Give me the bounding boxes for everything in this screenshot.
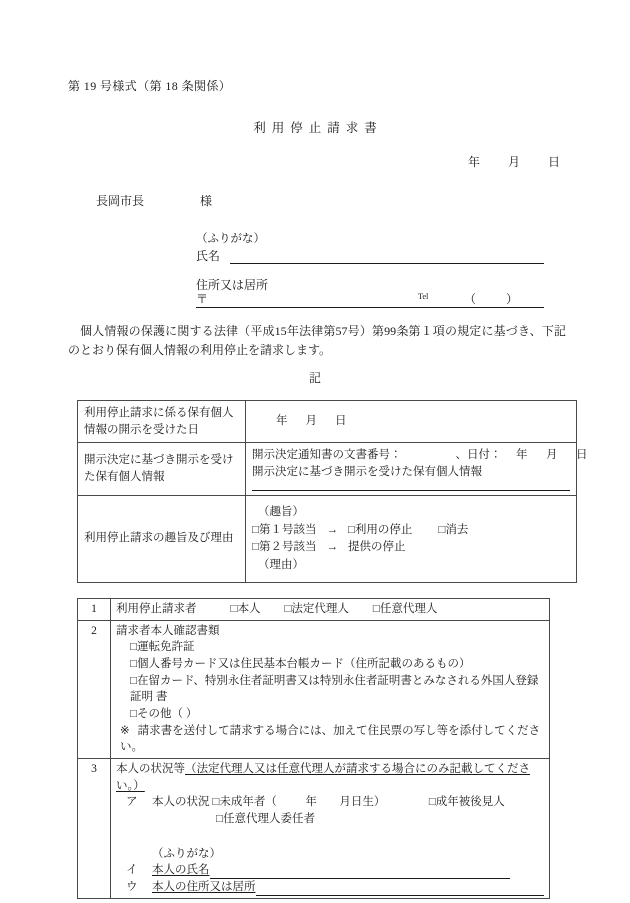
- notice-year-label: 年: [516, 449, 528, 462]
- item3-sub-i[interactable]: [116, 862, 544, 879]
- minor-year-label: 年: [305, 796, 317, 809]
- table-row: [78, 401, 577, 443]
- ki-mark: 記: [308, 371, 321, 385]
- item3-title: 本人の状況等: [116, 763, 185, 776]
- date-month-label: 月: [507, 155, 520, 169]
- item3-sub-a[interactable]: [116, 794, 544, 811]
- checkbox-legal-proxy[interactable]: □法定代理人: [284, 603, 349, 615]
- postal-code-symbol: 〒: [196, 292, 209, 306]
- arrow-icon: →: [326, 523, 338, 536]
- disclosed-info-value[interactable]: [246, 443, 588, 495]
- table-row: [78, 495, 577, 582]
- furigana-text: （ふりがな）: [152, 847, 221, 860]
- table-row: [78, 599, 550, 621]
- applicant-address-row[interactable]: [196, 291, 544, 308]
- item1-number: 1: [78, 599, 111, 621]
- item3-furigana-label: [116, 846, 544, 863]
- minor-day-label: 日生）: [350, 796, 386, 809]
- sub-u-label: 本人の住所又は居所: [152, 881, 256, 894]
- disclosed-info-write-rule[interactable]: [252, 489, 570, 491]
- sub-a-index: ア: [126, 796, 138, 809]
- minor-status-line[interactable]: [212, 796, 504, 808]
- table-row: [78, 759, 550, 899]
- disclosed-info-key: 開示決定に基づき開示を受けた保有個人情報: [78, 443, 246, 495]
- addressee-honorific: 様: [200, 194, 213, 208]
- checkbox-mynumber-card[interactable]: □個人番号カード又は住民基本台帳カード（住所記載のあるもの）: [130, 658, 471, 671]
- sub-u-input[interactable]: [256, 883, 545, 896]
- addressee-name: 長岡市長: [96, 194, 145, 208]
- tel-paren-close: ）: [506, 292, 519, 306]
- date-year-label: 年: [467, 155, 480, 169]
- item3-title-line: [116, 761, 544, 794]
- disclosure-date-key: 利用停止請求に係る保有個人情報の開示を受けた日: [78, 401, 246, 443]
- reason-heading: （理由）: [258, 558, 304, 571]
- notice-number-label: 開示決定通知書の文書番号：: [252, 449, 402, 462]
- item2-title: 請求者本人確認書類: [116, 624, 220, 637]
- tel-label: Tel: [418, 291, 429, 301]
- item3-spacer: [116, 828, 544, 846]
- sub-i-input[interactable]: [210, 866, 510, 879]
- checkbox-suspend-use[interactable]: □利用の停止: [347, 523, 413, 536]
- item3-sub-u[interactable]: [116, 879, 544, 896]
- form-number: 第 19 号様式（第 18 条関係）: [68, 79, 232, 93]
- checkbox-residence-card[interactable]: □在留カード、特別永住者証明書又は特別永住者証明書とみなされる外国人登録証明 書: [130, 674, 539, 704]
- applicant-address-label: 住所又は居所: [196, 278, 269, 292]
- disclosure-month-label: 月: [305, 415, 317, 428]
- suspend-provision-label: 提供の停止: [347, 541, 406, 554]
- purpose-reason-value[interactable]: [246, 495, 577, 582]
- purpose-reason-key: 利用停止請求の趣旨及び理由: [78, 495, 246, 582]
- arrow-icon: →: [326, 541, 338, 554]
- requester-table: [77, 598, 550, 899]
- item3-number: 3: [78, 759, 111, 899]
- table-row: [78, 443, 577, 495]
- checkbox-voluntary-proxy[interactable]: □任意代理人: [372, 603, 438, 615]
- notice-month-label: 月: [546, 449, 558, 462]
- item1-title: 利用停止請求者: [116, 603, 197, 615]
- table-row: [78, 620, 550, 758]
- item2-content[interactable]: [111, 620, 550, 758]
- notice-day-label: 日: [576, 449, 588, 462]
- applicant-furigana-label: （ふりがな）: [196, 233, 265, 245]
- checkbox-erase[interactable]: □消去: [438, 523, 469, 536]
- checkbox-self[interactable]: □本人: [230, 603, 261, 615]
- sub-i-label: 本人の氏名: [152, 864, 210, 877]
- item2-number: 2: [78, 620, 111, 758]
- document-title: 利用停止請求書: [253, 121, 383, 135]
- purpose-option-2[interactable]: [252, 539, 570, 556]
- date-day-label: 日: [547, 155, 560, 169]
- addressee: [96, 192, 212, 209]
- minor-month-label: 月: [339, 796, 351, 809]
- checkbox-voluntary-delegator[interactable]: □任意代理人委任者: [216, 813, 315, 826]
- disclosure-table: [77, 400, 588, 583]
- disclosure-year-label: 年: [276, 415, 288, 428]
- notice-date-label: 、日付：: [455, 449, 502, 462]
- item2-note: [116, 723, 544, 756]
- submission-date-line: [0, 153, 560, 170]
- purpose-heading: （趣旨）: [258, 505, 304, 518]
- note-mark-icon: ※: [120, 724, 130, 737]
- disclosed-info-line2: 開示決定に基づき開示を受けた保有個人情報: [252, 466, 482, 479]
- purpose-option-1[interactable]: [252, 522, 570, 539]
- item3-content[interactable]: [111, 759, 550, 899]
- disclosure-day-label: 日: [335, 415, 347, 428]
- item2-note-text: 請求書を送付して請求する場合には、加えて住民票の写し等を添付してください。: [120, 724, 541, 754]
- checkbox-adult-ward[interactable]: □成年被後見人: [428, 796, 505, 809]
- item1-content[interactable]: [111, 599, 550, 621]
- sub-a-label: 本人の状況: [152, 796, 210, 809]
- checkbox-drivers-license[interactable]: □運転免許証: [130, 641, 195, 654]
- sub-i-index: イ: [126, 864, 138, 877]
- applicant-name-row: [196, 247, 544, 264]
- item3-sub-a-second[interactable]: [116, 811, 544, 828]
- applicant-name-input[interactable]: [230, 250, 544, 264]
- applicant-name-label: 氏名: [196, 249, 221, 263]
- sub-u-index: ウ: [126, 881, 138, 894]
- checkbox-other[interactable]: □その他（ ）: [130, 708, 198, 721]
- checkbox-minor[interactable]: □未成年者（: [212, 796, 277, 809]
- checkbox-item2[interactable]: □第２号該当: [252, 541, 317, 554]
- legal-statement: 個人情報の保護に関する法律（平成15年法律第57号）第99条第１項の規定に基づき、下記のとおり保有個人情報の利用停止を請求します。: [68, 324, 566, 357]
- disclosure-date-value[interactable]: [246, 401, 577, 443]
- checkbox-item1[interactable]: □第１号該当: [252, 523, 317, 536]
- item3-title-note: （法定代理人又は任意代理人が請求する場合にのみ記載してください。）: [116, 763, 530, 792]
- tel-paren-open: （: [464, 292, 477, 306]
